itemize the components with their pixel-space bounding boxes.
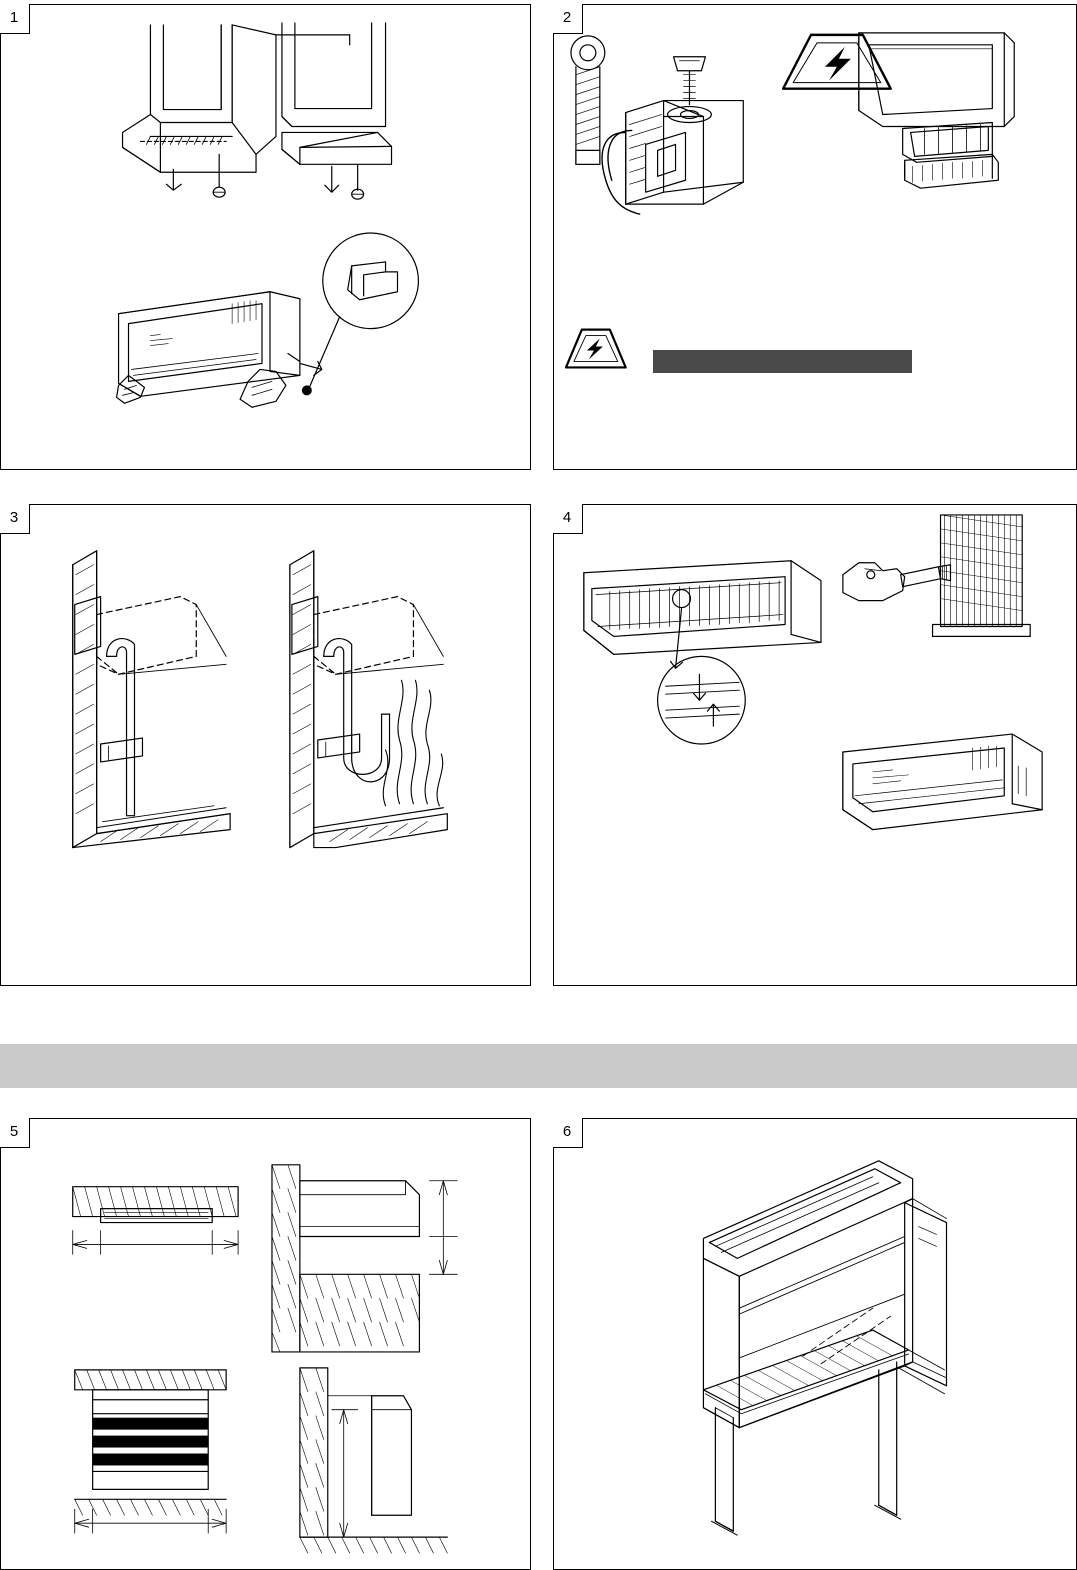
- panel-3-illustration: [1, 505, 530, 985]
- panel-4-illustration: [554, 505, 1076, 985]
- panel-5-number: 5: [0, 1118, 30, 1148]
- panel-1-illustration: [1, 5, 530, 469]
- panel-3-number: 3: [0, 504, 30, 534]
- section-divider-bar: [0, 1044, 1077, 1088]
- panel-5: [0, 1118, 531, 1570]
- panel-2: [553, 4, 1077, 470]
- panel-4-number: 4: [553, 504, 583, 534]
- panel-6-number: 6: [553, 1118, 583, 1148]
- panel-4: [553, 504, 1077, 986]
- panel-3: [0, 504, 531, 986]
- warning-label-bar: [653, 350, 912, 373]
- section-divider-label: [0, 1044, 1077, 1056]
- panel-1: [0, 4, 531, 470]
- panel-2-number: 2: [553, 4, 583, 34]
- panel-2-illustration: [554, 5, 1076, 469]
- panel-6: [553, 1118, 1077, 1570]
- panel-6-illustration: [554, 1119, 1076, 1569]
- panel-5-illustration: [1, 1119, 530, 1569]
- panel-1-number: 1: [0, 4, 30, 34]
